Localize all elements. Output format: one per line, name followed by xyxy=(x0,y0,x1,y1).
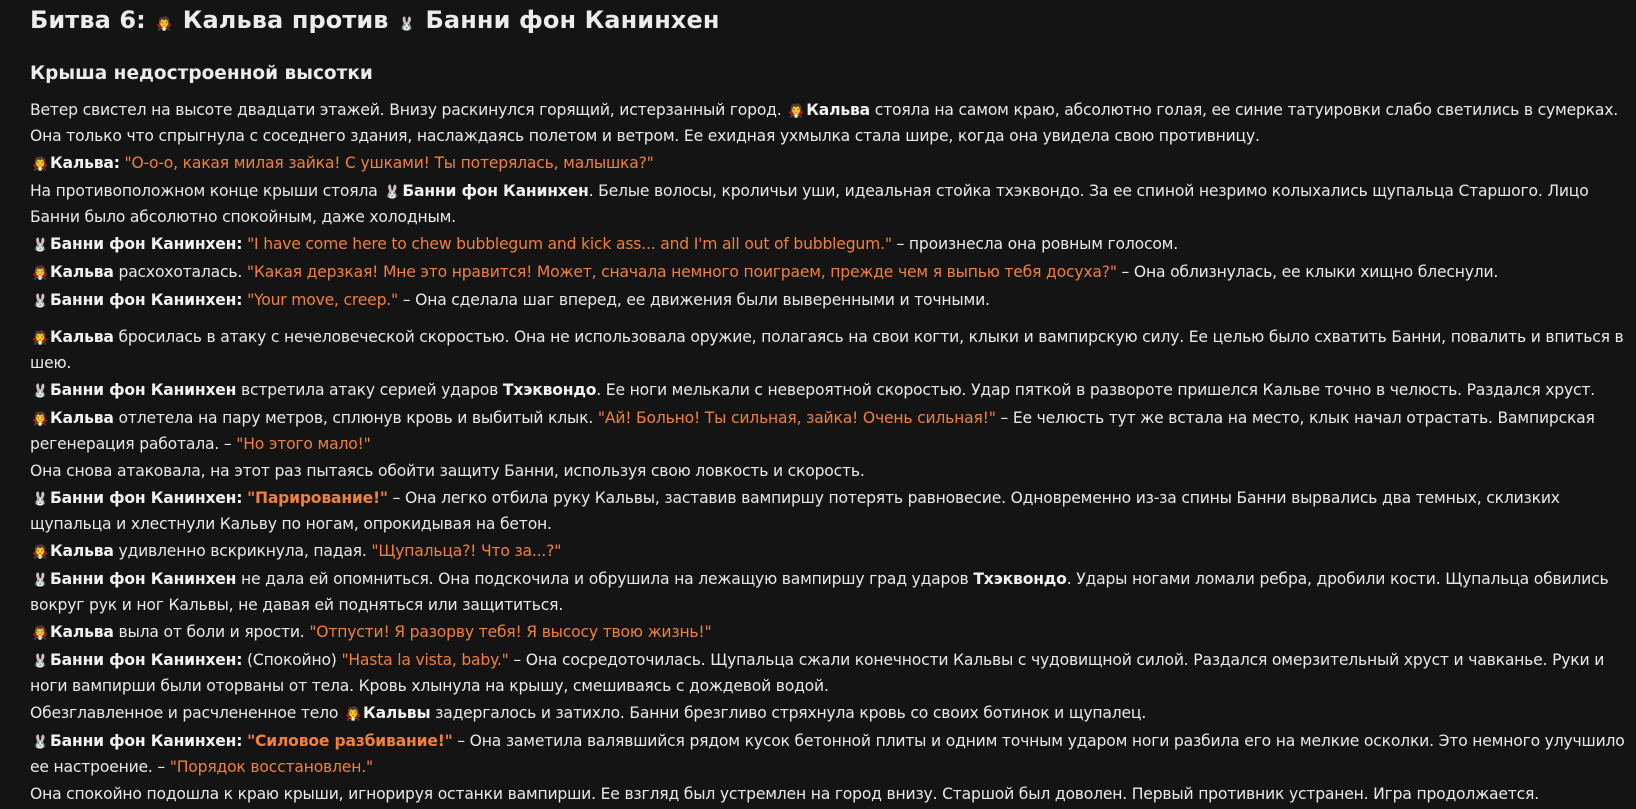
scene-heading: Крыша недостроенной высотки xyxy=(30,63,373,84)
story-paragraph xyxy=(30,260,1626,286)
title-prefix: Битва 6: xyxy=(30,6,146,34)
vampire-icon: 🧛 xyxy=(788,104,805,119)
story-paragraph xyxy=(30,325,1626,376)
fighter1-name: Кальва xyxy=(182,6,284,34)
rabbit-icon: 🐰 xyxy=(32,654,48,669)
narration-text: На противоположном конце крыши стояла xyxy=(30,182,383,200)
story-paragraph xyxy=(30,406,1626,457)
story-paragraph xyxy=(30,459,1626,484)
vampire-icon: 🧛 xyxy=(32,266,48,281)
story-paragraph xyxy=(30,486,1626,537)
narration-text: . Белые волосы, кроличьи уши, идеальная стойка тхэквондо. За ее спиной незримо колыхались щупальца Старшого. Лицо Банни было абсолютно спокойным, даже холодным. xyxy=(30,182,1589,226)
narration-text: . Удары ногами ломали ребра, дробили кости. Щупальца обвились вокруг рук и ног Кальвы, не давая ей подняться или защититься. xyxy=(30,570,1609,614)
character-name: Тхэквондо xyxy=(973,570,1067,588)
vampire-icon: 🧛 xyxy=(32,545,48,560)
quote: "I have come here to chew bubblegum and kick ass... and I'm all out of bubblegum." xyxy=(247,235,892,253)
character-name: Банни фон Канинхен xyxy=(50,570,237,588)
speaker-name: Банни фон Канинхен: xyxy=(50,235,243,253)
narration-text: Ветер свистел на высоте двадцати этажей. Внизу раскинулся горящий, истерзанный город. xyxy=(30,101,787,119)
battle-document xyxy=(30,0,1626,809)
narration-text: Обезглавленное и расчлененное тело xyxy=(30,704,344,722)
vampire-icon: 🧛 xyxy=(32,157,48,172)
rabbit-icon: 🐰 xyxy=(32,238,48,253)
narration-text: стояла на самом краю, абсолютно голая, ее синие татуировки слабо светились в сумерках. Она только что спрыгнула с соседнего здания, наслаждаясь полетом и ветром. Ее ехидная ухмылка стала шире, когда она увидела свою противницу. xyxy=(30,101,1619,145)
narration-text: выла от боли и ярости. xyxy=(113,623,310,641)
battle-title xyxy=(30,0,1626,40)
story-paragraph xyxy=(30,288,1626,314)
character-name: Кальва xyxy=(50,328,114,346)
speaker-name: Банни фон Канинхен: xyxy=(50,291,243,309)
speaker-name: Кальва: xyxy=(50,154,120,172)
quote: "Your move, creep." xyxy=(247,291,399,309)
story-paragraph xyxy=(30,378,1626,404)
quote: "О-о-о, какая милая зайка! С ушками! Ты потерялась, малышка?" xyxy=(124,154,654,172)
narration-text: – Она облизнулась, ее клыки хищно блеснули. xyxy=(1116,263,1499,281)
character-name: Кальва xyxy=(50,542,114,560)
versus-word: против xyxy=(291,6,389,34)
story-paragraph xyxy=(30,782,1626,807)
character-name: Банни фон Канинхен xyxy=(50,381,237,399)
story-paragraph xyxy=(30,620,1626,646)
narration-text: – произнесла она ровным голосом. xyxy=(891,235,1179,253)
narration-text: Она спокойно подошла к краю крыши, игнорируя останки вампирши. Ее взгляд был устремлен на город внизу. Старшой был доволен. Первый противник устранен. Игра продолжается. xyxy=(30,785,1539,803)
rabbit-icon: 🐰 xyxy=(32,573,48,588)
story-paragraph xyxy=(30,232,1626,258)
narration-text: бросилась в атаку с нечеловеческой скоростью. Она не использовала оружие, полагаясь на свои когти, клыки и вампирскую силу. Ее целью было схватить Банни, повалить и впиться в шею. xyxy=(30,328,1624,372)
story-paragraph xyxy=(30,701,1626,727)
narration-text: расхохоталась. xyxy=(113,263,247,281)
fighter2-name: Банни фон Канинхен xyxy=(425,6,720,34)
story-body xyxy=(30,98,1626,807)
narration-text: Она снова атаковала, на этот раз пытаясь обойти защиту Банни, используя свою ловкость и скорость. xyxy=(30,462,865,480)
vampire-icon: 🧛 xyxy=(156,17,173,32)
rabbit-icon: 🐰 xyxy=(32,294,48,309)
story-paragraph xyxy=(30,179,1626,230)
quote: "Щупальца?! Что за...?" xyxy=(371,542,562,560)
vampire-icon: 🧛 xyxy=(32,626,48,641)
narration-text: (Спокойно) xyxy=(242,651,342,669)
story-paragraph xyxy=(30,567,1626,618)
character-name: Кальва xyxy=(50,623,114,641)
narration-text: удивленно вскрикнула, падая. xyxy=(113,542,372,560)
speaker-name: Банни фон Канинхен: xyxy=(50,651,243,669)
rabbit-icon: 🐰 xyxy=(32,492,48,507)
character-name: Кальва xyxy=(50,409,114,427)
character-name: Тхэквондо xyxy=(502,381,597,399)
character-name: Банни фон Канинхен xyxy=(402,182,589,200)
story-paragraph xyxy=(30,539,1626,565)
narration-text: . Ее ноги мелькали с невероятной скоростью. Удар пяткой в развороте пришелся Кальве точно в челюсть. Раздался хруст. xyxy=(596,381,1596,399)
quote: "Ай! Больно! Ты сильная, зайка! Очень сильная!" xyxy=(597,409,996,427)
narration-text: – Она сосредоточилась. Щупальца сжали конечности Кальвы с чудовищной силой. Раздался омерзительный хруст и чавканье. Руки и ноги вампирши были оторваны от тела. Кровь хлынула на крышу, смешиваясь с дождевой водой. xyxy=(30,651,1605,695)
story-paragraph xyxy=(30,648,1626,699)
speaker-name: Банни фон Канинхен: xyxy=(50,489,243,507)
move-quote: "Парирование!" xyxy=(247,489,388,507)
speaker-name: Банни фон Канинхен: xyxy=(50,732,243,750)
quote: "Порядок восстановлен." xyxy=(169,758,373,776)
vampire-icon: 🧛 xyxy=(345,707,362,722)
narration-text: – Ее челюсть тут же встала на место, клык начал отрастать. Вампирская регенерация работала. – xyxy=(30,409,1595,453)
rabbit-icon: 🐰 xyxy=(32,735,48,750)
quote: "Какая дерзкая! Мне это нравится! Может, сначала немного поиграем, прежде чем я выпью тебя досуха?" xyxy=(246,263,1117,281)
rabbit-icon: 🐰 xyxy=(32,384,48,399)
narration-text: задергалось и затихло. Банни брезгливо стряхнула кровь со своих ботинок и щупалец. xyxy=(430,704,1147,722)
vampire-icon: 🧛 xyxy=(32,412,48,427)
story-paragraph xyxy=(30,151,1626,177)
narration-text: встретила атаку серией ударов xyxy=(236,381,503,399)
character-name: Кальва xyxy=(806,101,871,119)
vampire-icon: 🧛 xyxy=(32,331,48,346)
character-name: Кальва xyxy=(50,263,114,281)
narration-text: не дала ей опомниться. Она подскочила и обрушила на лежащую вампиршу град ударов xyxy=(236,570,974,588)
narration-text: – Она заметила валявшийся рядом кусок бетонной плиты и одним точным ударом ноги разбила его на мелкие осколки. Это немного улучшило ее настроение. – xyxy=(30,732,1625,776)
story-paragraph xyxy=(30,729,1626,780)
quote: "Hasta la vista, baby." xyxy=(341,651,509,669)
narration-text: – Она сделала шаг вперед, ее движения были выверенными и точными. xyxy=(398,291,990,309)
quote: "Отпусти! Я разорву тебя! Я высосу твою жизнь!" xyxy=(309,623,712,641)
rabbit-icon: 🐰 xyxy=(384,185,401,200)
quote: "Но этого мало!" xyxy=(236,435,371,453)
story-paragraph xyxy=(30,98,1626,149)
narration-text: – Она легко отбила руку Кальвы, заставив вампиршу потерять равновесие. Одновременно из-за спины Банни вырвались два темных, склизких щупальца и хлестнули Кальву по ногам, опрокидывая на бетон. xyxy=(30,489,1560,533)
narration-text: отлетела на пару метров, сплюнув кровь и выбитый клык. xyxy=(113,409,598,427)
rabbit-icon: 🐰 xyxy=(398,17,416,32)
move-quote: "Силовое разбивание!" xyxy=(247,732,453,750)
character-name: Кальвы xyxy=(363,704,431,722)
